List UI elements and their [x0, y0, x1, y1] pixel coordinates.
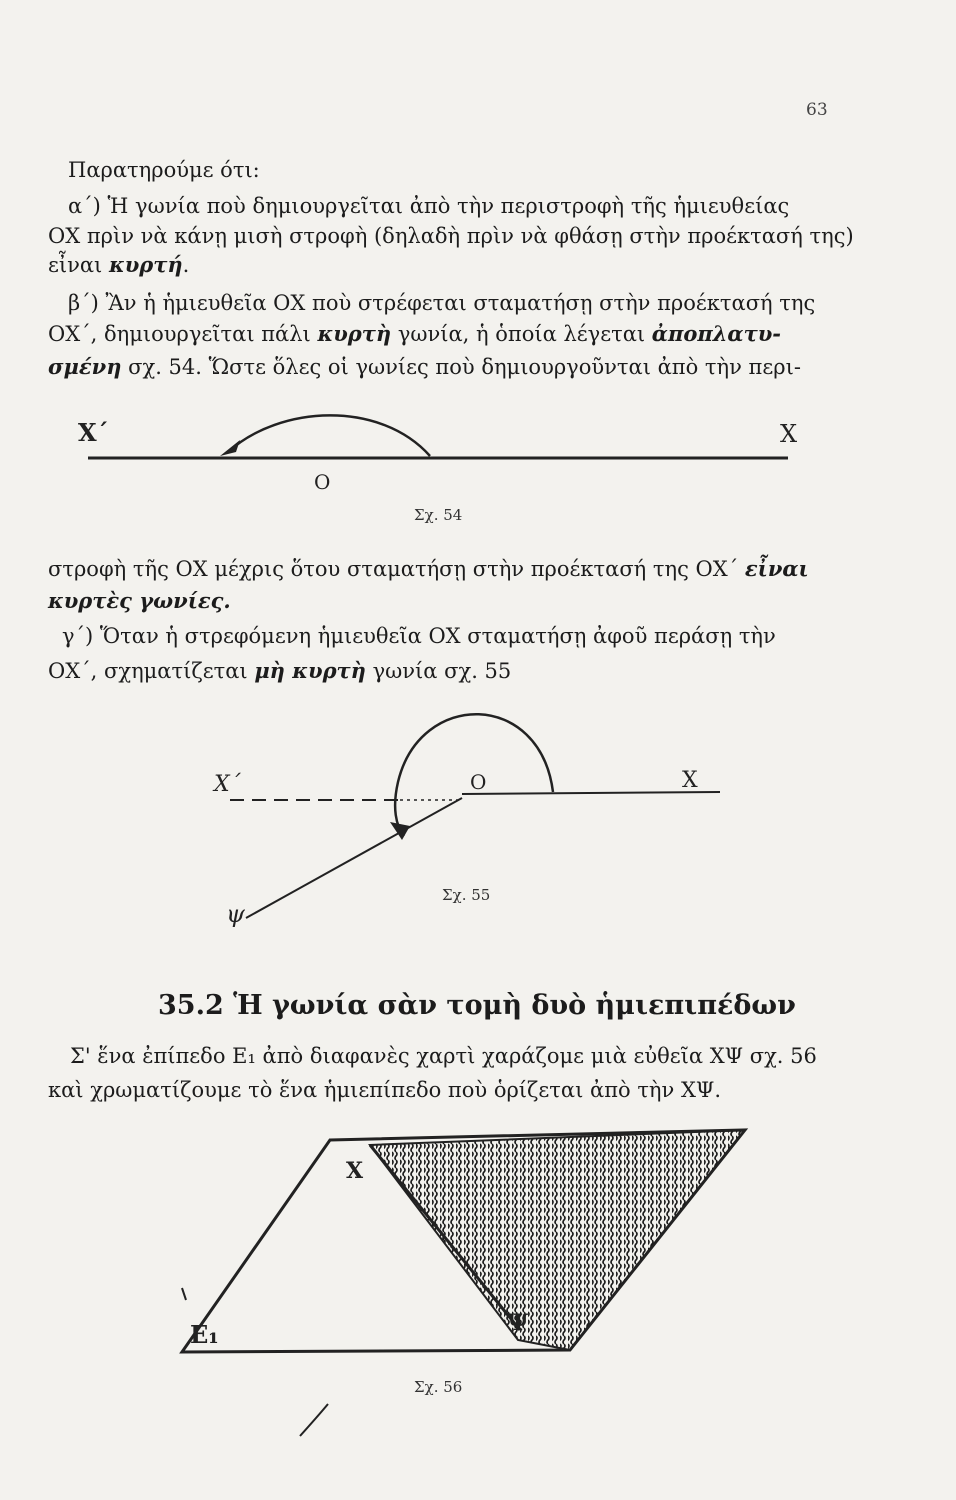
text-line: σμένη σχ. 54. Ὥστε ὅλες οἱ γωνίες ποὺ δημιουργοῦνται ἀπὸ τὴν περι-	[48, 354, 801, 379]
stray-mark	[300, 1404, 328, 1436]
label-o: Ο	[314, 470, 331, 494]
figure-caption: Σχ. 55	[442, 886, 491, 904]
page-number: 63	[806, 100, 828, 120]
emphasis-term: μὴ κυρτὴ	[254, 658, 366, 683]
label-x: Χ	[346, 1158, 364, 1184]
label-o: Ο	[470, 770, 487, 794]
text-line: Παρατηρούμε ότι:	[68, 158, 260, 182]
text-line: ΟΧ΄, σχηματίζεται μὴ κυρτὴ γωνία σχ. 55	[48, 658, 512, 683]
text-line: στροφὴ τῆς ΟΧ μέχρις ὅτου σταματήσῃ στὴν προέκτασή της ΟΧ΄ εἶναι	[48, 556, 809, 581]
label-x: Χ	[780, 420, 798, 448]
emphasis-term: κυρτὲς γωνίες.	[48, 588, 231, 613]
text-line: ΟΧ΄, δημιουργεῖται πάλι κυρτὴ γωνία, ἡ ὁποία λέγεται ἀποπλατυ-	[48, 321, 782, 346]
shaded-half-plane	[370, 1130, 745, 1350]
text-line: γ΄) Ὅταν ἡ στρεφόμενη ἡμιευθεῖα ΟΧ σταματήσῃ ἀφοῦ περάσῃ τὴν	[62, 624, 776, 648]
text-line: ΟΧ πρὶν νὰ κάνῃ μισὴ στροφὴ (δηλαδὴ πρὶν νὰ φθάσῃ στὴν προέκτασή της)	[48, 224, 854, 248]
text-line: β΄) Ἂν ἡ ἡμιευθεῖα ΟΧ ποὺ στρέφεται σταματήσῃ στὴν προέκτασή της	[68, 291, 816, 315]
text-line: α΄) Ἡ γωνία ποὺ δημιουργεῖται ἀπὸ τὴν περιστροφὴ τῆς ἡμιευθείας	[68, 194, 790, 218]
label-xprime: Χ΄	[214, 772, 241, 797]
label-e1: Ε₁	[190, 1320, 219, 1349]
figure-caption: Σχ. 56	[414, 1378, 463, 1396]
emphasis-term: ἀποπλατυ-	[651, 321, 782, 346]
tick-mark	[182, 1288, 186, 1300]
label-psi: Ψ	[508, 1310, 529, 1336]
figure-caption: Σχ. 54	[414, 506, 463, 524]
text-line: Σ' ἕνα ἐπίπεδο Ε₁ ἀπὸ διαφανὲς χαρτὶ χαράζομε μιὰ εὐθεῖα ΧΨ σχ. 56	[70, 1044, 817, 1068]
emphasis-term: σμένη	[48, 354, 122, 379]
text-line: καὶ χρωματίζουμε τὸ ἕνα ἡμιεπίπεδο ποὺ ὁρίζεται ἀπὸ τὴν ΧΨ.	[48, 1078, 721, 1102]
emphasis-term: κυρτὴ	[317, 321, 392, 346]
label-x: Χ	[682, 768, 698, 793]
label-psi: ψ	[226, 900, 245, 928]
section-heading: 35.2 Ἡ γωνία σὰν τομὴ δυὸ ἡμιεπιπέδων	[158, 990, 796, 1021]
label-xprime: Χ΄	[78, 418, 109, 447]
text-line: εἶναι κυρτή.	[48, 252, 190, 277]
emphasis-term: εἶναι	[744, 556, 809, 581]
emphasis-term: κυρτή	[108, 252, 183, 277]
